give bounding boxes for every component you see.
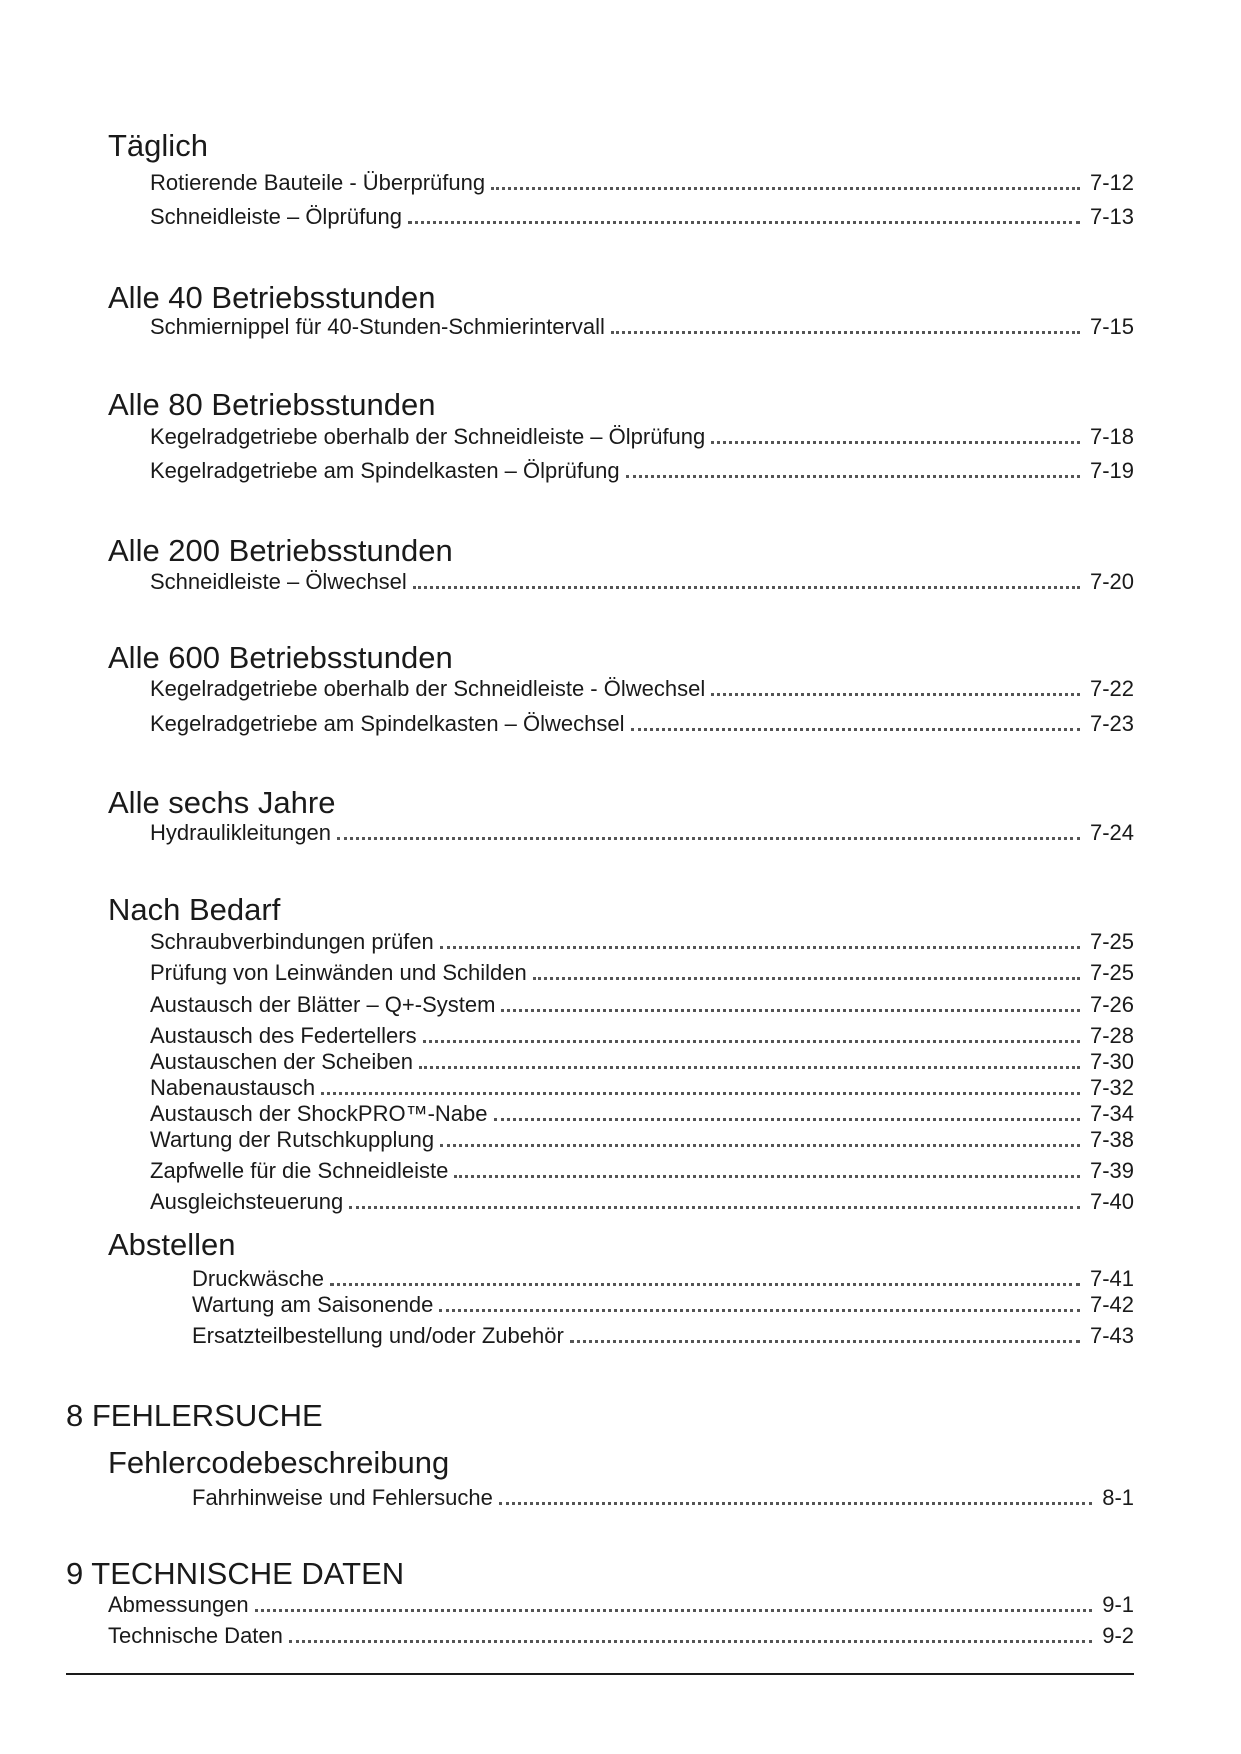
toc-entry-title: Ersatzteilbestellung und/oder Zubehör bbox=[192, 1323, 564, 1348]
toc-entry-page: 8-1 bbox=[1102, 1485, 1134, 1510]
toc-entry-title: Austausch der Blätter – Q+-System bbox=[150, 992, 496, 1017]
section-heading-storage: Abstellen bbox=[108, 1227, 236, 1262]
toc-entry-title: Fahrhinweise und Fehlersuche bbox=[192, 1485, 493, 1510]
toc-entry[interactable] bbox=[150, 1075, 1134, 1101]
toc-entry-title: Schmiernippel für 40-Stunden-Schmierintervall bbox=[150, 314, 605, 339]
toc-entry-page: 7-32 bbox=[1089, 1075, 1134, 1100]
toc-entry-title: Wartung der Rutschkupplung bbox=[150, 1127, 435, 1152]
toc-entry-title: Wartung am Saisonende bbox=[192, 1292, 434, 1317]
toc-entry[interactable] bbox=[150, 569, 1134, 595]
dot-leader bbox=[439, 1309, 1080, 1312]
toc-entry-page: 9-1 bbox=[1102, 1592, 1134, 1617]
toc-entry-title: Schraubverbindungen prüfen bbox=[150, 929, 434, 954]
section-heading-80h: Alle 80 Betriebsstunden bbox=[108, 387, 436, 422]
footer-rule bbox=[66, 1673, 1134, 1675]
toc-entry-title: Austausch der ShockPRO™-Nabe bbox=[150, 1101, 488, 1126]
toc-entry-page: 7-24 bbox=[1089, 820, 1134, 845]
toc-entry-page: 7-43 bbox=[1089, 1323, 1134, 1348]
dot-leader bbox=[501, 1009, 1080, 1012]
toc-entry-page: 7-15 bbox=[1089, 314, 1134, 339]
toc-entry[interactable] bbox=[150, 1101, 1134, 1127]
toc-entry-page: 7-23 bbox=[1089, 711, 1134, 736]
toc-entry-page: 7-12 bbox=[1089, 170, 1134, 195]
dot-leader bbox=[289, 1640, 1092, 1643]
toc-entry-title: Schneidleiste – Ölprüfung bbox=[150, 204, 402, 229]
toc-entry-page: 9-2 bbox=[1102, 1623, 1134, 1648]
dot-leader bbox=[413, 586, 1080, 589]
toc-entry-title: Nabenaustausch bbox=[150, 1075, 316, 1100]
dot-leader bbox=[255, 1609, 1093, 1612]
toc-entry-title: Rotierende Bauteile - Überprüfung bbox=[150, 170, 486, 195]
toc-entry[interactable] bbox=[150, 204, 1134, 230]
toc-entry-page: 7-26 bbox=[1089, 992, 1134, 1017]
toc-entry[interactable] bbox=[150, 1158, 1134, 1184]
section-heading-40h: Alle 40 Betriebsstunden bbox=[108, 280, 436, 315]
toc-entry[interactable] bbox=[150, 820, 1134, 846]
section-heading-as-needed: Nach Bedarf bbox=[108, 892, 281, 927]
toc-entry[interactable] bbox=[150, 711, 1134, 737]
toc-entry-title: Ausgleichsteuerung bbox=[150, 1189, 344, 1214]
toc-entry-title: Prüfung von Leinwänden und Schilden bbox=[150, 960, 527, 985]
toc-entry[interactable] bbox=[108, 1592, 1134, 1618]
dot-leader bbox=[570, 1340, 1080, 1343]
dot-leader bbox=[440, 946, 1080, 949]
toc-entry-page: 7-42 bbox=[1089, 1292, 1134, 1317]
toc-entry[interactable] bbox=[150, 458, 1134, 484]
section-heading-200h: Alle 200 Betriebsstunden bbox=[108, 533, 453, 568]
chapter-title-9: 9 TECHNISCHE DATEN bbox=[66, 1556, 405, 1591]
toc-entry[interactable] bbox=[150, 929, 1134, 955]
toc-entry[interactable] bbox=[192, 1266, 1134, 1292]
toc-entry-title: Druckwäsche bbox=[192, 1266, 325, 1291]
toc-entry-page: 7-40 bbox=[1089, 1189, 1134, 1214]
dot-leader bbox=[626, 475, 1080, 478]
toc-entry-page: 7-25 bbox=[1089, 929, 1134, 954]
dot-leader bbox=[611, 331, 1080, 334]
toc-entry[interactable] bbox=[150, 424, 1134, 450]
toc-entry-title: Zapfwelle für die Schneidleiste bbox=[150, 1158, 449, 1183]
toc-entry-page: 7-41 bbox=[1089, 1266, 1134, 1291]
toc-entry[interactable] bbox=[150, 1127, 1134, 1153]
dot-leader bbox=[330, 1283, 1080, 1286]
toc-entry-page: 7-20 bbox=[1089, 569, 1134, 594]
toc-entry[interactable] bbox=[150, 1049, 1134, 1075]
dot-leader bbox=[419, 1066, 1080, 1069]
dot-leader bbox=[349, 1206, 1080, 1209]
section-heading-taeglich: Täglich bbox=[108, 128, 208, 163]
dot-leader bbox=[499, 1502, 1092, 1505]
dot-leader bbox=[454, 1175, 1080, 1178]
toc-entry-title: Kegelradgetriebe am Spindelkasten – Ölwechsel bbox=[150, 711, 625, 736]
dot-leader bbox=[491, 187, 1080, 190]
dot-leader bbox=[631, 728, 1080, 731]
dot-leader bbox=[408, 221, 1080, 224]
dot-leader bbox=[711, 441, 1080, 444]
toc-entry[interactable] bbox=[150, 992, 1134, 1018]
dot-leader bbox=[440, 1144, 1080, 1147]
toc-entry-page: 7-30 bbox=[1089, 1049, 1134, 1074]
toc-entry-page: 7-28 bbox=[1089, 1023, 1134, 1048]
toc-entry-page: 7-25 bbox=[1089, 960, 1134, 985]
toc-entry[interactable] bbox=[150, 314, 1134, 340]
chapter-title-8: 8 FEHLERSUCHE bbox=[66, 1398, 323, 1433]
toc-entry-page: 7-22 bbox=[1089, 676, 1134, 701]
toc-entry-title: Hydraulikleitungen bbox=[150, 820, 331, 845]
toc-entry-title: Technische Daten bbox=[108, 1623, 283, 1648]
dot-leader bbox=[337, 837, 1080, 840]
section-heading-error-codes: Fehlercodebeschreibung bbox=[108, 1445, 450, 1480]
toc-entry-title: Kegelradgetriebe am Spindelkasten – Ölprüfung bbox=[150, 458, 620, 483]
toc-entry[interactable] bbox=[150, 960, 1134, 986]
dot-leader bbox=[711, 693, 1080, 696]
toc-entry-page: 7-38 bbox=[1089, 1127, 1134, 1152]
toc-entry[interactable] bbox=[108, 1623, 1134, 1649]
toc-entry[interactable] bbox=[150, 1023, 1134, 1049]
section-heading-six-years: Alle sechs Jahre bbox=[108, 785, 336, 820]
toc-entry-page: 7-13 bbox=[1089, 204, 1134, 229]
toc-entry-title: Schneidleiste – Ölwechsel bbox=[150, 569, 407, 594]
toc-entry-page: 7-19 bbox=[1089, 458, 1134, 483]
toc-entry-title: Abmessungen bbox=[108, 1592, 249, 1617]
dot-leader bbox=[494, 1118, 1080, 1121]
toc-entry-page: 7-34 bbox=[1089, 1101, 1134, 1126]
dot-leader bbox=[321, 1092, 1080, 1095]
toc-entry[interactable] bbox=[192, 1292, 1134, 1318]
toc-entry-title: Kegelradgetriebe oberhalb der Schneidleiste – Ölprüfung bbox=[150, 424, 706, 449]
toc-entry[interactable] bbox=[150, 676, 1134, 702]
dot-leader bbox=[423, 1040, 1080, 1043]
toc-entry-page: 7-39 bbox=[1089, 1158, 1134, 1183]
toc-entry-title: Austauschen der Scheiben bbox=[150, 1049, 413, 1074]
toc-entry[interactable] bbox=[150, 170, 1134, 196]
toc-entry[interactable] bbox=[192, 1323, 1134, 1349]
toc-entry-page: 7-18 bbox=[1089, 424, 1134, 449]
toc-entry[interactable] bbox=[192, 1485, 1134, 1511]
section-heading-600h: Alle 600 Betriebsstunden bbox=[108, 640, 453, 675]
toc-entry[interactable] bbox=[150, 1189, 1134, 1215]
toc-entry-title: Kegelradgetriebe oberhalb der Schneidleiste - Ölwechsel bbox=[150, 676, 706, 701]
toc-entry-title: Austausch des Federtellers bbox=[150, 1023, 417, 1048]
dot-leader bbox=[533, 977, 1080, 980]
